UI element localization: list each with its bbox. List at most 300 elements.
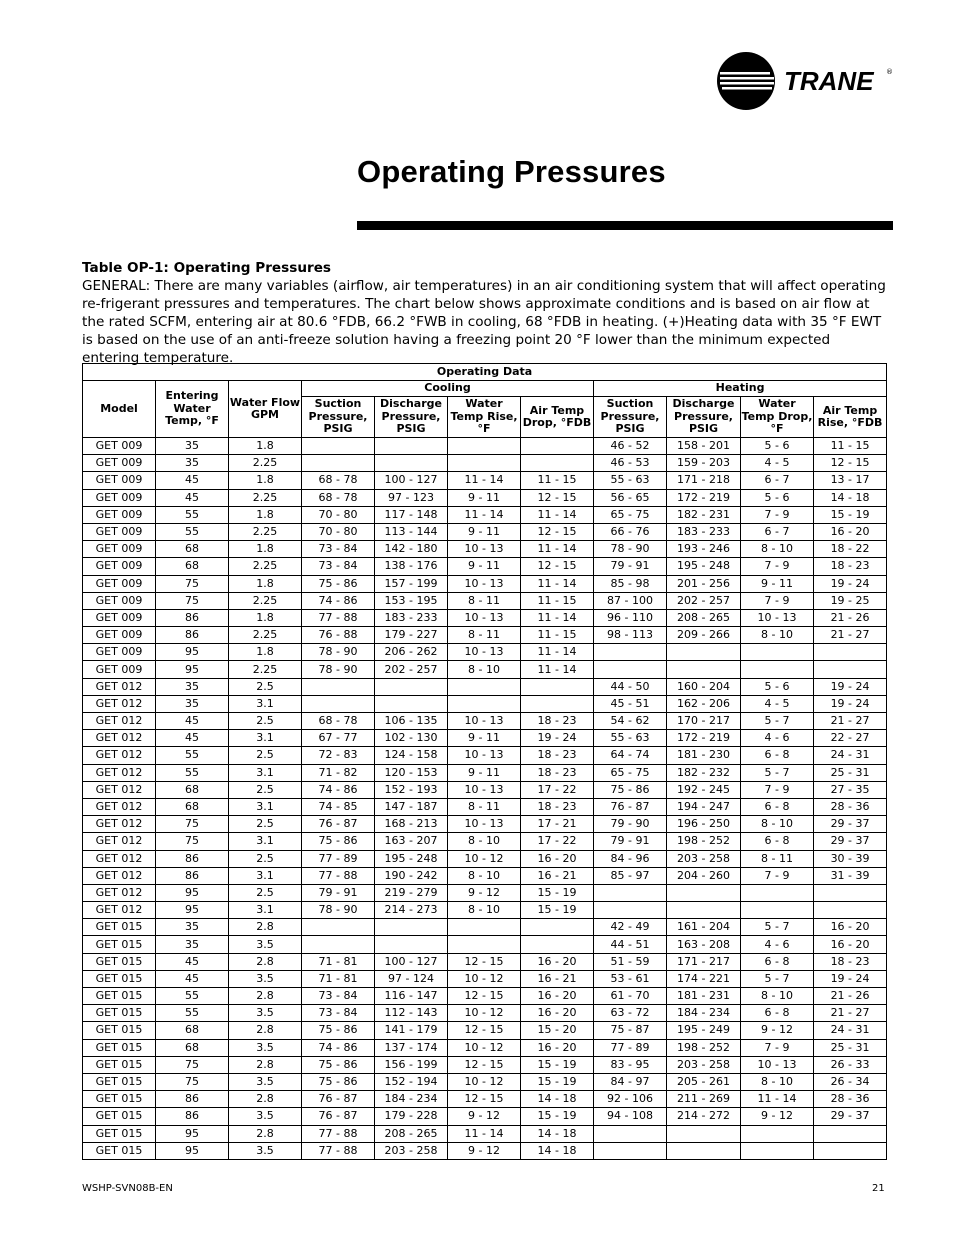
table-cell: 77 - 88 [302, 1142, 375, 1159]
table-cell: 35 [156, 678, 229, 695]
table-cell: 10 - 12 [448, 850, 521, 867]
table-cell: 35 [156, 936, 229, 953]
table-cell: 26 - 34 [814, 1073, 887, 1090]
table-cell: 214 - 273 [375, 902, 448, 919]
table-cell: 95 [156, 1142, 229, 1159]
table-cell [302, 919, 375, 936]
col-cooling-discharge: Discharge Pressure, PSIG [375, 397, 448, 438]
table-cell: 8 - 10 [741, 988, 814, 1005]
table-cell: GET 009 [83, 609, 156, 626]
table-cell: 112 - 143 [375, 1005, 448, 1022]
table-cell: 10 - 13 [448, 781, 521, 798]
table-cell: GET 009 [83, 506, 156, 523]
table-cell: 21 - 27 [814, 1005, 887, 1022]
table-cell: 8 - 10 [448, 867, 521, 884]
table-cell: 79 - 90 [594, 816, 667, 833]
table-cell: 2.25 [229, 558, 302, 575]
table-cell: 97 - 124 [375, 970, 448, 987]
table-cell: 2.8 [229, 1056, 302, 1073]
table-cell: 117 - 148 [375, 506, 448, 523]
table-cell: 6 - 8 [741, 953, 814, 970]
table-cell: 120 - 153 [375, 764, 448, 781]
table-cell: 2.25 [229, 661, 302, 678]
table-cell [448, 936, 521, 953]
table-cell: 95 [156, 884, 229, 901]
table-cell: 11 - 14 [521, 541, 594, 558]
table-cell: 2.5 [229, 747, 302, 764]
col-ewt: Entering Water Temp, °F [156, 381, 229, 438]
table-cell: 2.5 [229, 884, 302, 901]
table-cell: 53 - 61 [594, 970, 667, 987]
table-cell: 201 - 256 [667, 575, 741, 592]
table-cell: 83 - 95 [594, 1056, 667, 1073]
table-cell: 85 - 98 [594, 575, 667, 592]
table-cell [521, 438, 594, 455]
col-heating-water: Water Temp Drop, °F [741, 397, 814, 438]
table-cell: GET 012 [83, 816, 156, 833]
table-cell: 35 [156, 695, 229, 712]
table-cell: 211 - 269 [667, 1091, 741, 1108]
table-cell: 16 - 20 [814, 936, 887, 953]
table-cell: GET 015 [83, 919, 156, 936]
table-cell [741, 1142, 814, 1159]
table-cell: 31 - 39 [814, 867, 887, 884]
table-cell: GET 012 [83, 730, 156, 747]
table-cell: 2.5 [229, 850, 302, 867]
table-cell: 171 - 217 [667, 953, 741, 970]
table-cell: 18 - 23 [814, 953, 887, 970]
table-cell: 24 - 31 [814, 1022, 887, 1039]
table-cell: 11 - 14 [448, 506, 521, 523]
table-cell: 76 - 87 [302, 1108, 375, 1125]
table-row [83, 1039, 887, 1056]
table-cell: 68 [156, 541, 229, 558]
table-row [83, 1073, 887, 1090]
table-cell: 12 - 15 [448, 988, 521, 1005]
table-cell: 55 [156, 764, 229, 781]
table-cell: 10 - 12 [448, 970, 521, 987]
table-cell: 13 - 17 [814, 472, 887, 489]
table-cell [448, 438, 521, 455]
table-cell: 76 - 87 [302, 1091, 375, 1108]
table-cell: 73 - 84 [302, 541, 375, 558]
table-cell: 9 - 12 [448, 884, 521, 901]
table-cell: 3.5 [229, 1073, 302, 1090]
table-cell: 45 [156, 953, 229, 970]
table-cell: 21 - 27 [814, 627, 887, 644]
table-cell: 76 - 87 [302, 816, 375, 833]
table-cell: 157 - 199 [375, 575, 448, 592]
table-row [83, 575, 887, 592]
table-cell: 179 - 228 [375, 1108, 448, 1125]
table-cell: 147 - 187 [375, 798, 448, 815]
col-heating-air: Air Temp Rise, °FDB [814, 397, 887, 438]
table-cell: 203 - 258 [375, 1142, 448, 1159]
table-cell [741, 661, 814, 678]
table-cell: 172 - 219 [667, 730, 741, 747]
table-cell: 153 - 195 [375, 592, 448, 609]
table-cell: 204 - 260 [667, 867, 741, 884]
table-cell: 203 - 258 [667, 850, 741, 867]
col-heating-discharge: Discharge Pressure, PSIG [667, 397, 741, 438]
table-cell: 113 - 144 [375, 523, 448, 540]
table-cell [375, 936, 448, 953]
table-cell [667, 902, 741, 919]
table-cell: 86 [156, 850, 229, 867]
table-cell: 16 - 20 [521, 953, 594, 970]
table-cell: 8 - 11 [448, 592, 521, 609]
table-row [83, 884, 887, 901]
table-cell: 21 - 26 [814, 609, 887, 626]
table-cell: 184 - 234 [667, 1005, 741, 1022]
table-cell: GET 009 [83, 523, 156, 540]
table-cell: 106 - 135 [375, 713, 448, 730]
table-cell: 44 - 50 [594, 678, 667, 695]
table-cell: 3.1 [229, 833, 302, 850]
table-cell: 10 - 13 [448, 816, 521, 833]
general-note: GENERAL: There are many variables (airflow, air temperatures) in an air conditioning system that will affect operating re-frigerant pressures and temperatures. The chart below shows approximate conditions and is based on air flow at the rated SCFM, entering air at 80.6 °FDB, 66.2 °FWB in cooling, 68 °FDB in heating. (+)Heating data with 35 °F EWT is based on the use of an anti-freeze solution having a freezing point 20 °F lower than the minimum expected entering temperature. [82, 278, 886, 366]
cooling-header: Cooling [302, 381, 594, 397]
table-cell: 3.1 [229, 867, 302, 884]
table-cell: 12 - 15 [448, 953, 521, 970]
table-cell: 79 - 91 [594, 558, 667, 575]
table-cell [814, 661, 887, 678]
table-cell: 2.5 [229, 713, 302, 730]
table-cell: GET 012 [83, 867, 156, 884]
table-cell: 179 - 227 [375, 627, 448, 644]
table-cell: 10 - 13 [448, 644, 521, 661]
table-cell: 77 - 89 [594, 1039, 667, 1056]
table-cell: 16 - 21 [521, 867, 594, 884]
table-cell: 181 - 230 [667, 747, 741, 764]
table-cell: 73 - 84 [302, 558, 375, 575]
table-cell: 55 [156, 988, 229, 1005]
title-rule [357, 221, 893, 230]
table-cell: GET 009 [83, 489, 156, 506]
table-row [83, 523, 887, 540]
table-cell: 79 - 91 [302, 884, 375, 901]
table-cell: 67 - 77 [302, 730, 375, 747]
table-cell: 97 - 123 [375, 489, 448, 506]
col-cooling-air: Air Temp Drop, °FDB [521, 397, 594, 438]
table-row [83, 558, 887, 575]
col-heating-suction: Suction Pressure, PSIG [594, 397, 667, 438]
table-row [83, 850, 887, 867]
table-cell: 5 - 7 [741, 713, 814, 730]
table-cell: 1.8 [229, 644, 302, 661]
table-cell: 16 - 20 [521, 850, 594, 867]
col-model: Model [83, 381, 156, 438]
table-cell: 68 [156, 798, 229, 815]
table-cell: 63 - 72 [594, 1005, 667, 1022]
table-cell: 45 [156, 970, 229, 987]
table-cell: 8 - 10 [448, 902, 521, 919]
table-cell: 9 - 11 [448, 730, 521, 747]
table-cell: 1.8 [229, 438, 302, 455]
table-cell: 171 - 218 [667, 472, 741, 489]
table-row [83, 919, 887, 936]
table-row [83, 902, 887, 919]
table-cell: 198 - 252 [667, 833, 741, 850]
table-cell: 6 - 8 [741, 747, 814, 764]
table-cell: 87 - 100 [594, 592, 667, 609]
table-cell: GET 009 [83, 661, 156, 678]
table-cell: 84 - 96 [594, 850, 667, 867]
table-row [83, 867, 887, 884]
table-cell: 4 - 6 [741, 936, 814, 953]
table-cell: 35 [156, 919, 229, 936]
table-cell: 8 - 10 [741, 1073, 814, 1090]
table-cell: 18 - 23 [814, 558, 887, 575]
table-row [83, 661, 887, 678]
table-row [83, 1125, 887, 1142]
table-cell: 6 - 7 [741, 472, 814, 489]
table-cell: 14 - 18 [521, 1142, 594, 1159]
table-cell: 25 - 31 [814, 764, 887, 781]
table-cell: 27 - 35 [814, 781, 887, 798]
table-cell: 5 - 6 [741, 489, 814, 506]
table-cell: 10 - 13 [448, 609, 521, 626]
table-cell: 11 - 14 [741, 1091, 814, 1108]
heating-header: Heating [594, 381, 887, 397]
table-cell: 18 - 23 [521, 713, 594, 730]
table-cell: 10 - 13 [448, 575, 521, 592]
table-cell: 8 - 11 [448, 627, 521, 644]
table-cell: 46 - 53 [594, 455, 667, 472]
table-cell: 45 - 51 [594, 695, 667, 712]
footer-doc-id: WSHP-SVN08B-EN [82, 1183, 173, 1194]
table-cell: 75 - 86 [302, 575, 375, 592]
table-cell: 9 - 12 [448, 1142, 521, 1159]
table-cell: 19 - 24 [814, 695, 887, 712]
table-cell: 29 - 37 [814, 1108, 887, 1125]
table-cell: 14 - 18 [521, 1125, 594, 1142]
table-cell: 8 - 10 [741, 541, 814, 558]
table-row [83, 627, 887, 644]
table-cell: 98 - 113 [594, 627, 667, 644]
table-row [83, 730, 887, 747]
table-row [83, 747, 887, 764]
trane-logo-icon [716, 50, 896, 112]
table-cell: 12 - 15 [521, 489, 594, 506]
table-cell: 55 [156, 747, 229, 764]
table-cell: GET 009 [83, 644, 156, 661]
table-cell: 70 - 80 [302, 523, 375, 540]
table-cell: GET 009 [83, 558, 156, 575]
table-cell: 35 [156, 438, 229, 455]
table-row [83, 695, 887, 712]
table-cell: 12 - 15 [448, 1091, 521, 1108]
table-cell: 193 - 246 [667, 541, 741, 558]
table-cell: 17 - 22 [521, 833, 594, 850]
table-cell: 45 [156, 730, 229, 747]
table-cell: 7 - 9 [741, 1039, 814, 1056]
table-cell: 96 - 110 [594, 609, 667, 626]
table-cell: 77 - 89 [302, 850, 375, 867]
table-cell [814, 1142, 887, 1159]
table-cell: 74 - 85 [302, 798, 375, 815]
table-cell: 54 - 62 [594, 713, 667, 730]
table-cell: 86 [156, 609, 229, 626]
table-cell [302, 936, 375, 953]
table-cell: 195 - 248 [667, 558, 741, 575]
table-cell: 29 - 37 [814, 816, 887, 833]
table-cell: 3.1 [229, 695, 302, 712]
table-cell: 208 - 265 [667, 609, 741, 626]
table-cell: 1.8 [229, 575, 302, 592]
table-cell: 2.25 [229, 489, 302, 506]
table-cell: GET 015 [83, 1125, 156, 1142]
table-cell: GET 015 [83, 1142, 156, 1159]
table-cell: 11 - 14 [521, 644, 594, 661]
table-cell: 78 - 90 [302, 661, 375, 678]
table-cell: 75 [156, 592, 229, 609]
table-cell: 5 - 7 [741, 970, 814, 987]
table-cell: 2.25 [229, 523, 302, 540]
table-cell: 16 - 20 [814, 523, 887, 540]
table-cell: 21 - 26 [814, 988, 887, 1005]
table-cell: 14 - 18 [814, 489, 887, 506]
table-cell: 22 - 27 [814, 730, 887, 747]
table-cell [448, 455, 521, 472]
table-cell: 1.8 [229, 541, 302, 558]
table-cell: GET 009 [83, 472, 156, 489]
table-cell [302, 678, 375, 695]
group-header: Operating Data [83, 364, 887, 381]
table-cell: GET 012 [83, 884, 156, 901]
table-cell: 195 - 248 [375, 850, 448, 867]
table-cell: 19 - 24 [814, 970, 887, 987]
table-cell: 18 - 22 [814, 541, 887, 558]
table-cell: 65 - 75 [594, 506, 667, 523]
table-cell: 183 - 233 [375, 609, 448, 626]
table-cell: 2.8 [229, 953, 302, 970]
table-cell: 2.8 [229, 1091, 302, 1108]
table-cell: 75 - 87 [594, 1022, 667, 1039]
table-cell [375, 455, 448, 472]
table-cell: 56 - 65 [594, 489, 667, 506]
table-cell: 202 - 257 [375, 661, 448, 678]
table-row [83, 1108, 887, 1125]
table-cell: 3.5 [229, 1142, 302, 1159]
table-cell: 159 - 203 [667, 455, 741, 472]
table-cell: 12 - 15 [814, 455, 887, 472]
table-row [83, 833, 887, 850]
table-cell: 137 - 174 [375, 1039, 448, 1056]
table-cell: 28 - 36 [814, 1091, 887, 1108]
table-cell: 152 - 193 [375, 781, 448, 798]
table-cell: 190 - 242 [375, 867, 448, 884]
table-cell: 138 - 176 [375, 558, 448, 575]
table-cell: 70 - 80 [302, 506, 375, 523]
table-cell: GET 012 [83, 798, 156, 815]
table-cell: GET 012 [83, 850, 156, 867]
table-cell: 29 - 37 [814, 833, 887, 850]
table-cell: GET 009 [83, 592, 156, 609]
table-cell: 28 - 36 [814, 798, 887, 815]
table-cell: 61 - 70 [594, 988, 667, 1005]
table-cell: 182 - 231 [667, 506, 741, 523]
table-cell: 68 - 78 [302, 472, 375, 489]
table-cell: 4 - 6 [741, 730, 814, 747]
table-cell: 18 - 23 [521, 764, 594, 781]
table-cell: 68 [156, 1022, 229, 1039]
table-cell: GET 012 [83, 713, 156, 730]
table-cell [302, 438, 375, 455]
table-cell: 12 - 15 [448, 1022, 521, 1039]
table-cell: 26 - 33 [814, 1056, 887, 1073]
table-cell: 55 - 63 [594, 472, 667, 489]
table-cell: GET 015 [83, 1005, 156, 1022]
table-cell: 181 - 231 [667, 988, 741, 1005]
table-cell: 3.1 [229, 764, 302, 781]
table-cell: 170 - 217 [667, 713, 741, 730]
table-cell: 10 - 13 [448, 747, 521, 764]
table-cell: 3.5 [229, 936, 302, 953]
table-cell: 11 - 15 [521, 627, 594, 644]
table-cell [814, 902, 887, 919]
table-cell: 116 - 147 [375, 988, 448, 1005]
table-cell: 16 - 20 [521, 988, 594, 1005]
table-cell: 156 - 199 [375, 1056, 448, 1073]
table-row [83, 472, 887, 489]
table-cell: 95 [156, 661, 229, 678]
table-cell: 174 - 221 [667, 970, 741, 987]
table-cell: 78 - 90 [594, 541, 667, 558]
table-cell: GET 015 [83, 1108, 156, 1125]
table-row [83, 489, 887, 506]
table-cell: 198 - 252 [667, 1039, 741, 1056]
table-cell [594, 1142, 667, 1159]
table-cell: 10 - 12 [448, 1073, 521, 1090]
col-cooling-suction: Suction Pressure, PSIG [302, 397, 375, 438]
table-cell: 9 - 11 [741, 575, 814, 592]
table-cell: GET 009 [83, 455, 156, 472]
table-cell: 2.8 [229, 1125, 302, 1142]
table-row [83, 936, 887, 953]
table-cell: 24 - 31 [814, 747, 887, 764]
table-cell: 100 - 127 [375, 953, 448, 970]
table-cell: 30 - 39 [814, 850, 887, 867]
table-row [83, 1056, 887, 1073]
table-cell: 7 - 9 [741, 558, 814, 575]
table-cell: 95 [156, 902, 229, 919]
table-cell [594, 661, 667, 678]
table-cell: 10 - 13 [448, 713, 521, 730]
table-cell: 2.8 [229, 919, 302, 936]
table-cell: 4 - 5 [741, 695, 814, 712]
table-cell: 18 - 23 [521, 798, 594, 815]
table-cell: 3.5 [229, 1108, 302, 1125]
table-cell: 16 - 21 [521, 970, 594, 987]
table-cell: 19 - 24 [814, 678, 887, 695]
table-cell: 202 - 257 [667, 592, 741, 609]
table-cell: 163 - 208 [667, 936, 741, 953]
table-cell: 75 - 86 [302, 1022, 375, 1039]
table-cell: 73 - 84 [302, 1005, 375, 1022]
table-cell: 77 - 88 [302, 1125, 375, 1142]
table-cell: 45 [156, 713, 229, 730]
table-cell [448, 919, 521, 936]
table-cell: GET 012 [83, 781, 156, 798]
table-cell: 84 - 97 [594, 1073, 667, 1090]
table-cell: 7 - 9 [741, 867, 814, 884]
table-cell: 5 - 6 [741, 678, 814, 695]
table-cell: GET 012 [83, 695, 156, 712]
table-cell: 2.25 [229, 592, 302, 609]
table-cell: 9 - 11 [448, 558, 521, 575]
table-row [83, 1022, 887, 1039]
